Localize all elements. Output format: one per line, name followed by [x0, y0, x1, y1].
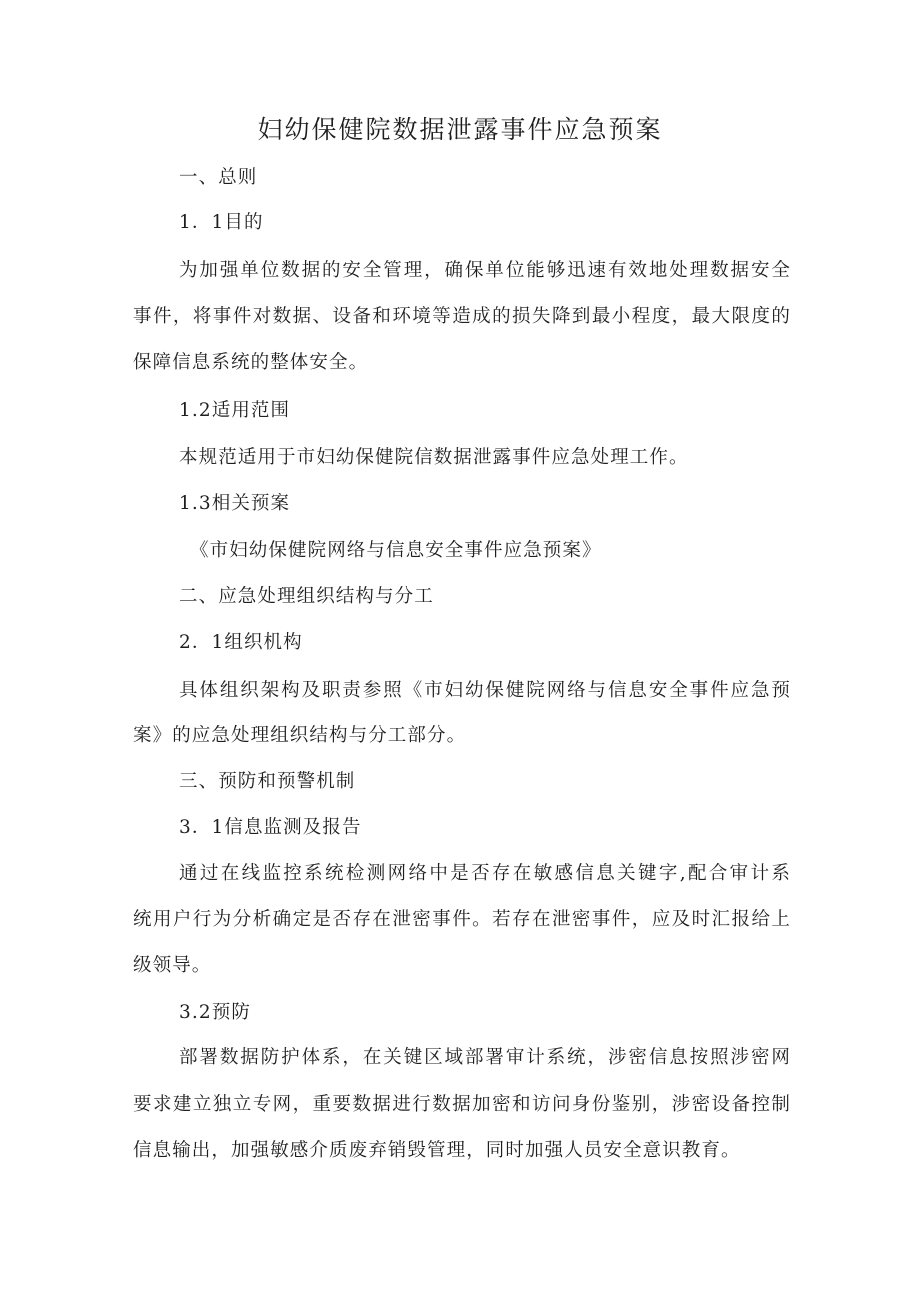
subsection-heading: 2．1组织机构 — [179, 632, 303, 653]
paragraph-line: 事件，将事件对数据、设备和环境等造成的损失降到最小程度，最大限度的 — [133, 306, 791, 327]
subsection-heading: 1.3相关预案 — [179, 493, 291, 514]
paragraph-line: 通过在线监控系统检测网络中是否存在敏感信息关键字,配合审计系 — [179, 863, 791, 884]
paragraph-line: 具体组织架构及职责参照《市妇幼保健院网络与信息安全事件应急预 — [179, 680, 791, 701]
paragraph-line: 本规范适用于市妇幼保健院信数据泄露事件应急处理工作。 — [179, 447, 689, 468]
paragraph-line: 级领导。 — [133, 955, 212, 976]
document-title: 妇幼保健院数据泄露事件应急预案 — [257, 115, 663, 144]
paragraph-line: 要求建立独立专网，重要数据进行数据加密和访问身份鉴别，涉密设备控制 — [133, 1094, 791, 1115]
paragraph-line: 《市妇幼保健院网络与信息安全事件应急预案》 — [190, 540, 602, 561]
section-heading: 一、总则 — [179, 167, 258, 188]
subsection-heading: 3.2预防 — [179, 1002, 251, 1023]
paragraph-line: 案》的应急处理组织结构与分工部分。 — [133, 725, 467, 746]
paragraph-line: 保障信息系统的整体安全。 — [133, 352, 369, 373]
paragraph-line: 部署数据防护体系，在关键区域部署审计系统，涉密信息按照涉密网 — [179, 1047, 791, 1068]
subsection-heading: 1．1目的 — [179, 212, 264, 233]
paragraph-line: 信息输出，加强敏感介质废弃销毁管理，同时加强人员安全意识教育。 — [133, 1140, 741, 1161]
subsection-heading: 1.2适用范围 — [179, 400, 291, 421]
paragraph-line: 为加强单位数据的安全管理，确保单位能够迅速有效地处理数据安全 — [179, 260, 791, 281]
section-heading: 二、应急处理组织结构与分工 — [179, 586, 434, 607]
section-heading: 三、预防和预警机制 — [179, 771, 356, 792]
subsection-heading: 3．1信息监测及报告 — [179, 817, 362, 838]
paragraph-line: 统用户行为分析确定是否存在泄密事件。若存在泄密事件，应及时汇报给上 — [133, 909, 791, 930]
